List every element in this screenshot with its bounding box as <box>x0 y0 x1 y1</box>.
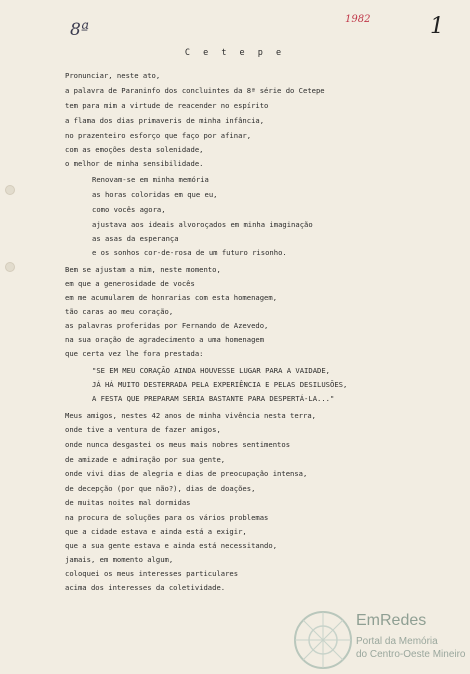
handwritten-page-number: 1 <box>430 14 444 39</box>
text-line: de decepção (por que não?), dias de doações, <box>65 484 256 493</box>
watermark-subtitle: Portal da Memória <box>356 636 438 647</box>
watermark-subtitle: do Centro-Oeste Mineiro <box>356 649 466 660</box>
text-line: de amizade e admiração por sua gente, <box>65 455 226 464</box>
text-line: com as emoções desta solenidade, <box>65 145 204 154</box>
quote-line: JÁ HÁ MUITO DESTERRADA PELA EXPERIÊNCIA E PELAS DESILUSÕES, <box>92 380 348 389</box>
punch-hole <box>5 262 15 272</box>
text-line: o melhor de minha sensibilidade. <box>65 159 204 168</box>
text-line: em me acumularem de honrarias com esta homenagem, <box>65 293 278 302</box>
text-line: e os sonhos cor-de-rosa de um futuro risonho. <box>92 248 287 257</box>
text-line: Bem se ajustam a mim, neste momento, <box>65 265 221 274</box>
text-line: acima dos interesses da coletividade. <box>65 583 226 592</box>
text-line: que certa vez lhe fora prestada: <box>65 349 204 358</box>
text-line: que a cidade estava e ainda está a exigir, <box>65 527 247 536</box>
text-line: as palavras proferidas por Fernando de Azevedo, <box>65 321 269 330</box>
text-line: em que a generosidade de vocês <box>65 279 195 288</box>
text-line: tão caras ao meu coração, <box>65 307 174 316</box>
text-line: que a sua gente estava e ainda está necessitando, <box>65 541 278 550</box>
text-line: na sua oração de agradecimento a uma homenagem <box>65 335 265 344</box>
text-line: na procura de soluções para os vários problemas <box>65 513 269 522</box>
text-line: Pronunciar, neste ato, <box>65 71 161 80</box>
text-line: as horas coloridas em que eu, <box>92 190 218 199</box>
handwritten-mark: 8ª <box>70 20 89 40</box>
quote-line: A FESTA QUE PREPARAM SERIA BASTANTE PARA DESPERTÁ-LA..." <box>92 394 335 403</box>
text-line: Meus amigos, nestes 42 anos de minha vivência nesta terra, <box>65 411 316 420</box>
text-line: jamais, em momento algum, <box>65 555 174 564</box>
handwritten-year: 1982 <box>345 14 371 25</box>
text-line: de muitas noites mal dormidas <box>65 498 191 507</box>
text-line: onde nunca desgastei os meus mais nobres sentimentos <box>65 440 291 449</box>
quote-line: "SE EM MEU CORAÇÃO AINDA HOUVESSE LUGAR PARA A VAIDADE, <box>92 366 330 375</box>
text-line: as asas da esperança <box>92 234 179 243</box>
watermark-title: EmRedes <box>356 612 427 629</box>
text-line: ajustava aos ideais alvoroçados em minha imaginação <box>92 220 313 229</box>
text-line: a flama dos dias primaveris de minha infância, <box>65 116 265 125</box>
text-line: Renovam-se em minha memória <box>92 175 209 184</box>
punch-hole <box>5 185 15 195</box>
text-line: tem para mim a virtude de reacender no espírito <box>65 101 269 110</box>
document-title: C e t e p e <box>184 48 286 58</box>
text-line: onde vivi dias de alegria e dias de preocupação intensa, <box>65 469 308 478</box>
text-line: no prazenteiro esforço que faço por afinar, <box>65 131 252 140</box>
text-line: onde tive a ventura de fazer amigos, <box>65 425 221 434</box>
text-line: a palavra de Paraninfo dos concluintes da 8ª série do Cetepe <box>65 86 325 95</box>
text-line: coloquei os meus interesses particulares <box>65 569 239 578</box>
text-line: como vocês agora, <box>92 205 166 214</box>
